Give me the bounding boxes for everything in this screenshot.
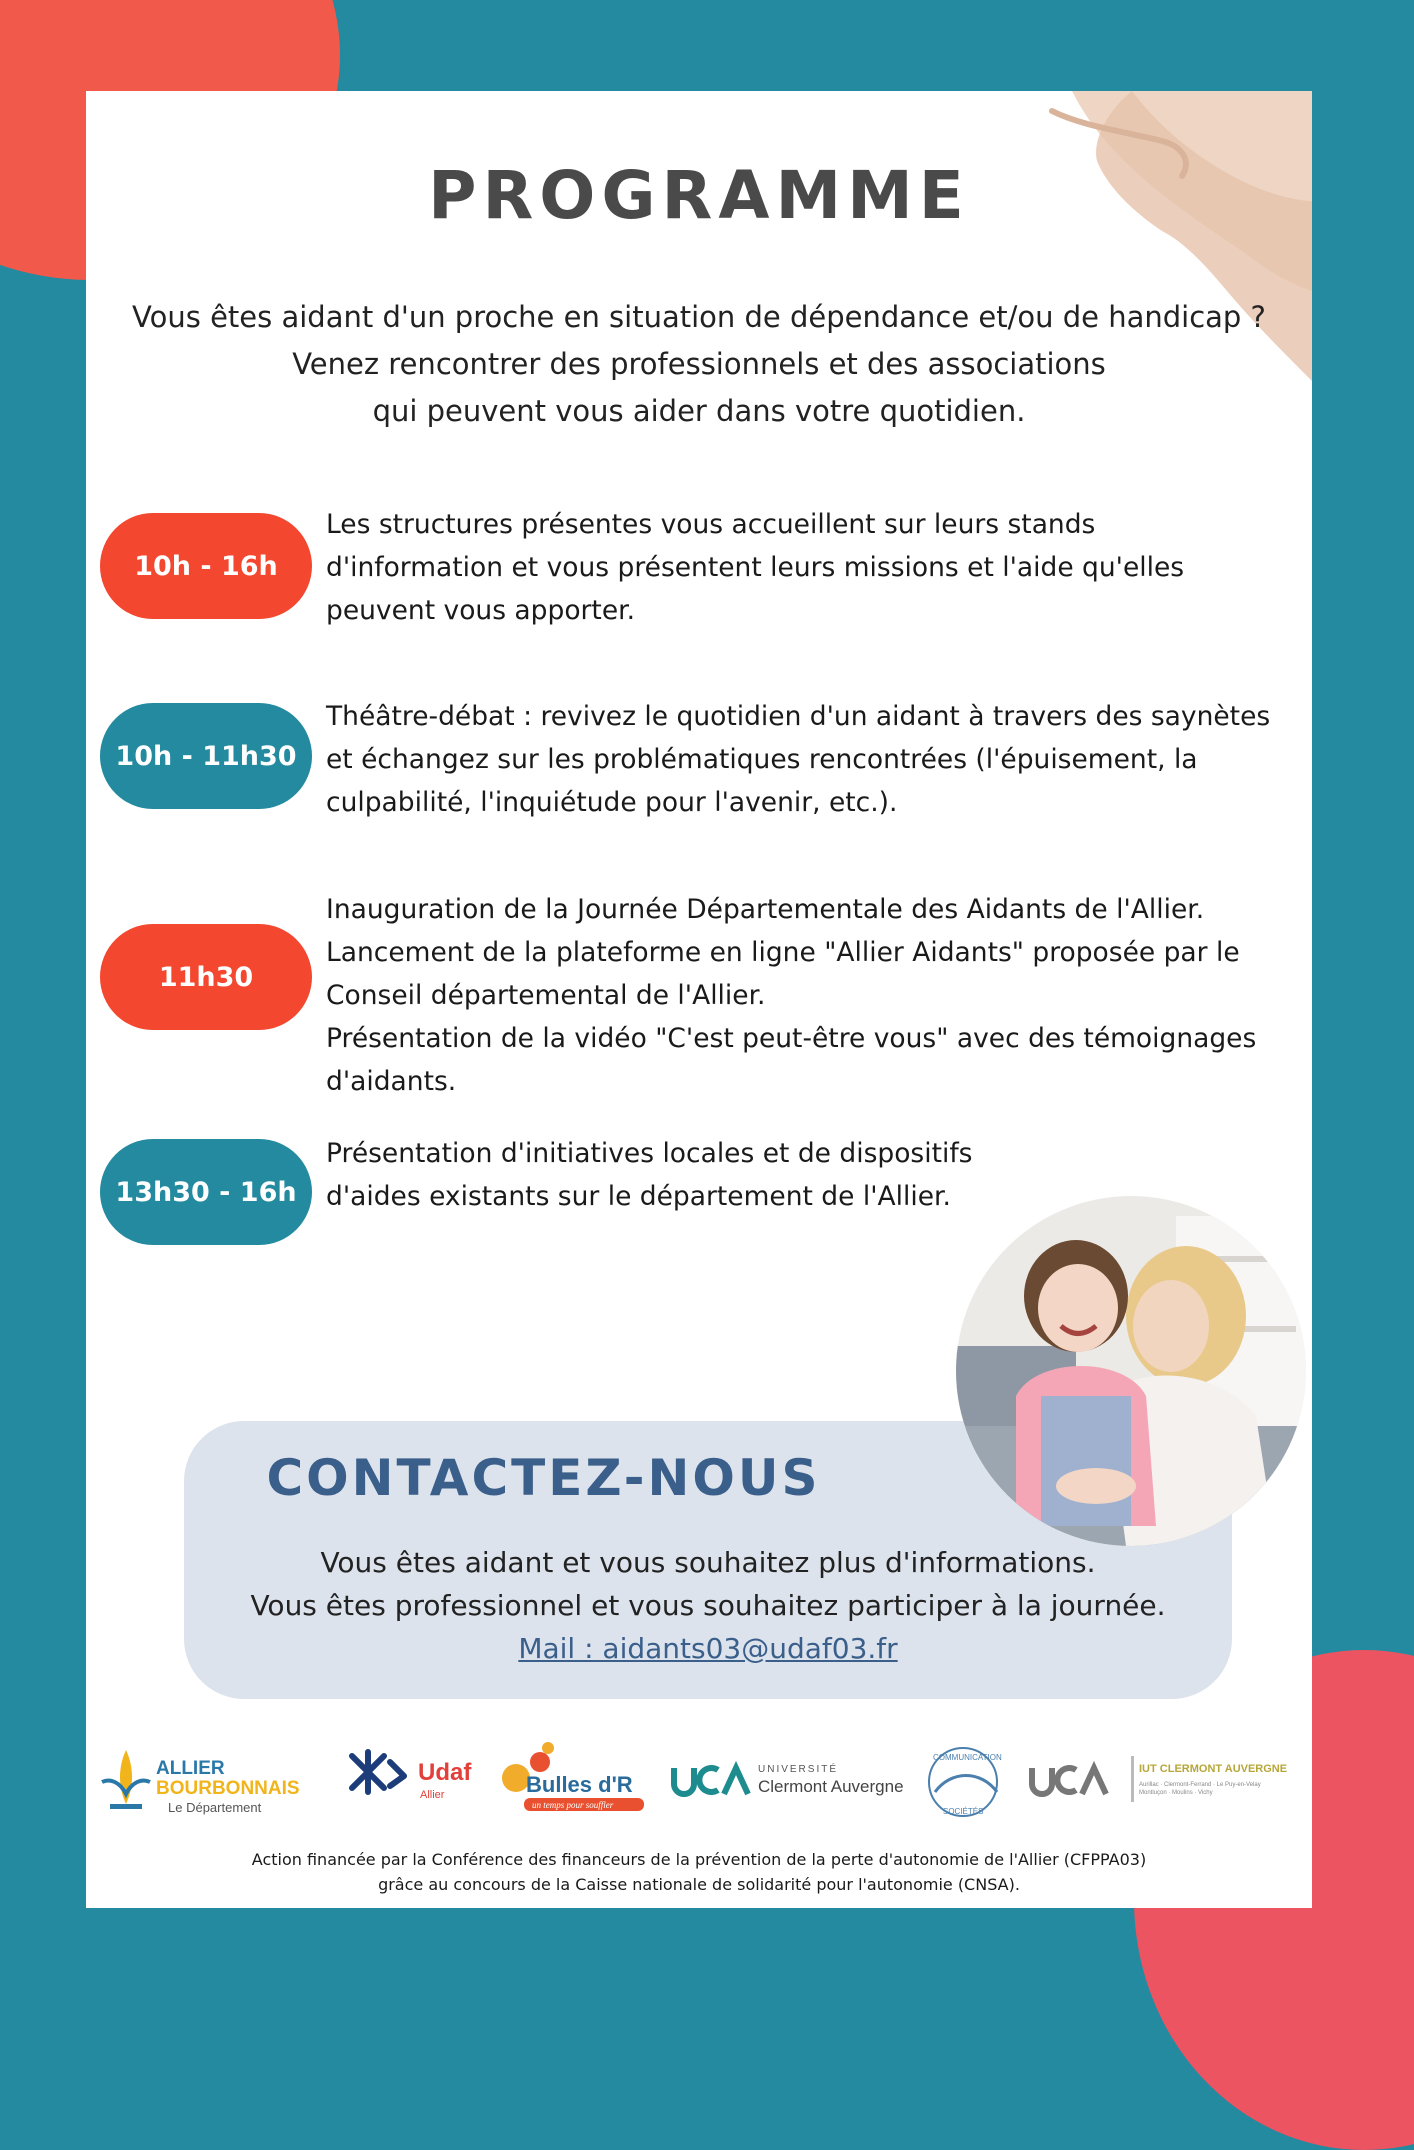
description-line: Présentation de la vidéo "C'est peut-être vous" avec des témoignages	[326, 1023, 1257, 1054]
description-line: Présentation d'initiatives locales et de dispositifs	[326, 1138, 973, 1169]
description-line: Les structures présentes vous accueillent sur leurs stands	[326, 509, 1096, 540]
description-line: culpabilité, l'inquiétude pour l'avenir, etc.).	[326, 787, 898, 818]
uca-logo	[666, 1742, 906, 1822]
page-title: PROGRAMME	[428, 157, 970, 234]
time-badge-10h-16h: 10h - 16h	[100, 513, 312, 619]
footer-line: Action financée par la Conférence des financeurs de la prévention de la perte d'autonomie de l'Allier (CFPPA03)	[251, 1850, 1147, 1869]
programme-card	[86, 91, 1312, 1908]
allier-bourbonnais-logo	[96, 1742, 341, 1822]
description-line: Lancement de la plateforme en ligne "Allier Aidants" proposée par le	[326, 937, 1240, 968]
contact-line: Vous êtes aidant et vous souhaitez plus d'informations.	[320, 1546, 1096, 1579]
description-line: d'aidants.	[326, 1066, 457, 1097]
partner-logos	[96, 1742, 1302, 1822]
contact-line: Vous êtes professionnel et vous souhaitez participer à la journée.	[250, 1589, 1166, 1622]
comm-top-text: COMMUNICATION	[933, 1753, 1002, 1762]
communication-societes-logo	[911, 1742, 1021, 1822]
iut-sub-text: Montluçon · Moulins · Vichy	[1139, 1790, 1213, 1796]
intro-line: Vous êtes aidant d'un proche en situation de dépendance et/ou de handicap ?	[132, 300, 1266, 334]
time-badge-10h-11h30: 10h - 11h30	[100, 703, 312, 809]
bulles-dr-logo	[496, 1742, 656, 1822]
departement-text: Le Département	[168, 1800, 262, 1815]
description-line: Inauguration de la Journée Départementale des Aidants de l'Allier.	[326, 894, 1205, 925]
contact-email-link[interactable]: Mail : aidants03@udaf03.fr	[518, 1632, 898, 1665]
intro-line: Venez rencontrer des professionnels et des associations	[292, 347, 1106, 381]
description-line: peuvent vous apporter.	[326, 595, 636, 626]
funding-footer	[86, 1847, 1312, 1897]
description-line: et échangez sur les problématiques rencontrées (l'épuisement, la	[326, 744, 1198, 775]
contact-title: CONTACTEZ-NOUS	[266, 1449, 821, 1507]
description-line: d'information et vous présentent leurs missions et l'aide qu'elles	[326, 552, 1185, 583]
footer-line: grâce au concours de la Caisse nationale de solidarité pour l'autonomie (CNSA).	[378, 1875, 1020, 1894]
udaf-text: Udaf	[418, 1759, 472, 1786]
description-line: Conseil départemental de l'Allier.	[326, 980, 766, 1011]
iut-text: IUT CLERMONT AUVERGNE	[1139, 1763, 1288, 1775]
bulles-sub-text: un temps pour souffler	[532, 1800, 614, 1810]
uca-name-text: Clermont Auvergne	[758, 1777, 904, 1796]
schedule-description	[326, 695, 1294, 824]
intro-line: qui peuvent vous aider dans votre quotidien.	[372, 394, 1026, 428]
allier-text: ALLIER	[156, 1758, 225, 1779]
iut-clermont-auvergne-logo	[1131, 1742, 1301, 1822]
contact-text	[184, 1541, 1232, 1670]
description-line: Théâtre-débat : revivez le quotidien d'un aidant à travers des saynètes	[326, 701, 1271, 732]
time-badge-11h30: 11h30	[100, 924, 312, 1030]
bulles-text: Bulles d'R	[526, 1772, 633, 1797]
schedule-description	[326, 503, 1294, 632]
intro-text	[106, 294, 1292, 435]
bourbonnais-text: BOURBONNAIS	[156, 1778, 300, 1799]
iut-sub-text: Aurillac · Clermont-Ferrand · Le Puy-en-Velay	[1139, 1782, 1261, 1788]
time-badge-13h30-16h: 13h30 - 16h	[100, 1139, 312, 1245]
mother-daughter-photo	[956, 1196, 1306, 1546]
udaf-logo	[346, 1742, 486, 1822]
udaf-sub-text: Allier	[420, 1789, 445, 1801]
uca-univ-text: UNIVERSITÉ	[758, 1764, 839, 1775]
uca-grey-logo	[1026, 1742, 1126, 1822]
schedule-description	[326, 888, 1294, 1103]
comm-bottom-text: SOCIÉTÉS	[943, 1807, 984, 1816]
description-line: d'aides existants sur le département de l'Allier.	[326, 1181, 951, 1212]
